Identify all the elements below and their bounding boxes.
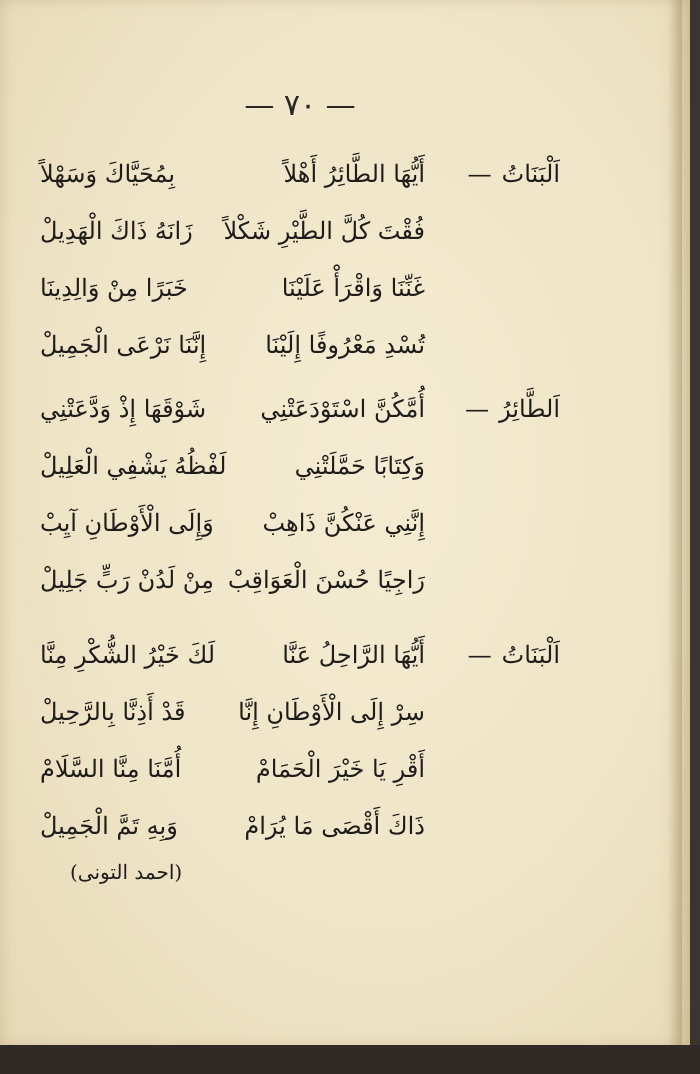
second-hemistich: شَوْقَهَا إِذْ وَدَّعَتْنِي [40, 395, 207, 423]
verse-line [40, 317, 560, 374]
verse-line [40, 627, 560, 684]
second-hemistich: وَإِلَى الْأَوْطَانِ آيِبْ [40, 509, 214, 537]
verse-line [40, 203, 560, 260]
speaker-label: اَلْبَنَاتُ— [467, 641, 560, 669]
verse-line [40, 381, 560, 438]
second-hemistich: أُمَّنَا مِنَّا السَّلَامْ [40, 755, 182, 783]
verse-line [40, 438, 560, 495]
verse-line [40, 798, 560, 855]
first-hemistich: تُسْدِ مَعْرُوفًا إِلَيْنَا [265, 331, 425, 359]
second-hemistich: لَفْظُهُ يَشْفِي الْعَلِيلْ [40, 452, 227, 480]
author-signature: (احمد التونى) [70, 860, 183, 884]
first-hemistich: أَيُّهَا الطَّائِرُ أَهْلاً [283, 160, 425, 188]
stanza-3 [40, 627, 560, 855]
second-hemistich: قَدْ أَذِنَّا بِالرَّحِيلْ [40, 698, 186, 726]
second-hemistich: مِنْ لَدُنْ رَبٍّ جَلِيلْ [40, 566, 214, 594]
first-hemistich: غَنِّنَا وَاقْرَأْ عَلَيْنَا [281, 274, 425, 302]
first-hemistich: ذَاكَ أَقْصَى مَا يُرَامْ [244, 812, 425, 840]
page-edge-shadow [668, 0, 682, 1045]
background-strip [0, 1045, 700, 1074]
first-hemistich: فُقْتَ كُلَّ الطَّيْرِ شَكْلاً [223, 217, 425, 245]
second-hemistich: وَبِهِ تَمَّ الْجَمِيلْ [40, 812, 178, 840]
second-hemistich: زَانَهُ ذَاكَ الْهَدِيلْ [40, 217, 193, 245]
speaker-label: اَلْبَنَاتُ— [467, 160, 560, 188]
first-hemistich: أَقْرِ يَا خَيْرَ الْحَمَامْ [255, 755, 425, 783]
first-hemistich: إِنَّنِي عَنْكُنَّ ذَاهِبْ [262, 509, 425, 537]
verse-line [40, 741, 560, 798]
first-hemistich: رَاجِيًا حُسْنَ الْعَوَاقِبْ [227, 566, 425, 594]
first-hemistich: أُمَّكُنَّ اسْتَوْدَعَتْنِي [260, 395, 425, 423]
second-hemistich: لَكَ خَيْرُ الشُّكْرِ مِنَّا [40, 641, 216, 669]
first-hemistich: وَكِتَابًا حَمَّلَتْنِي [294, 452, 425, 480]
stanza-2 [40, 381, 560, 609]
first-hemistich: أَيُّهَا الرَّاحِلُ عَنَّا [282, 641, 425, 669]
page-number: — ٧٠ — [244, 88, 356, 123]
speaker-label: اَلطَّائِرُ— [465, 395, 560, 423]
stanza-1 [40, 146, 560, 374]
verse-line [40, 684, 560, 741]
second-hemistich: خَبَرًا مِنْ وَالِدِينَا [40, 274, 188, 302]
verse-line [40, 495, 560, 552]
verse-line [40, 146, 560, 203]
verse-line [40, 552, 560, 609]
verse-line [40, 260, 560, 317]
first-hemistich: سِرْ إِلَى الْأَوْطَانِ إِنَّا [238, 698, 425, 726]
second-hemistich: إِنَّنَا نَرْعَى الْجَمِيلْ [40, 331, 207, 359]
second-hemistich: بِمُحَيَّاكَ وَسَهْلاً [40, 160, 176, 188]
